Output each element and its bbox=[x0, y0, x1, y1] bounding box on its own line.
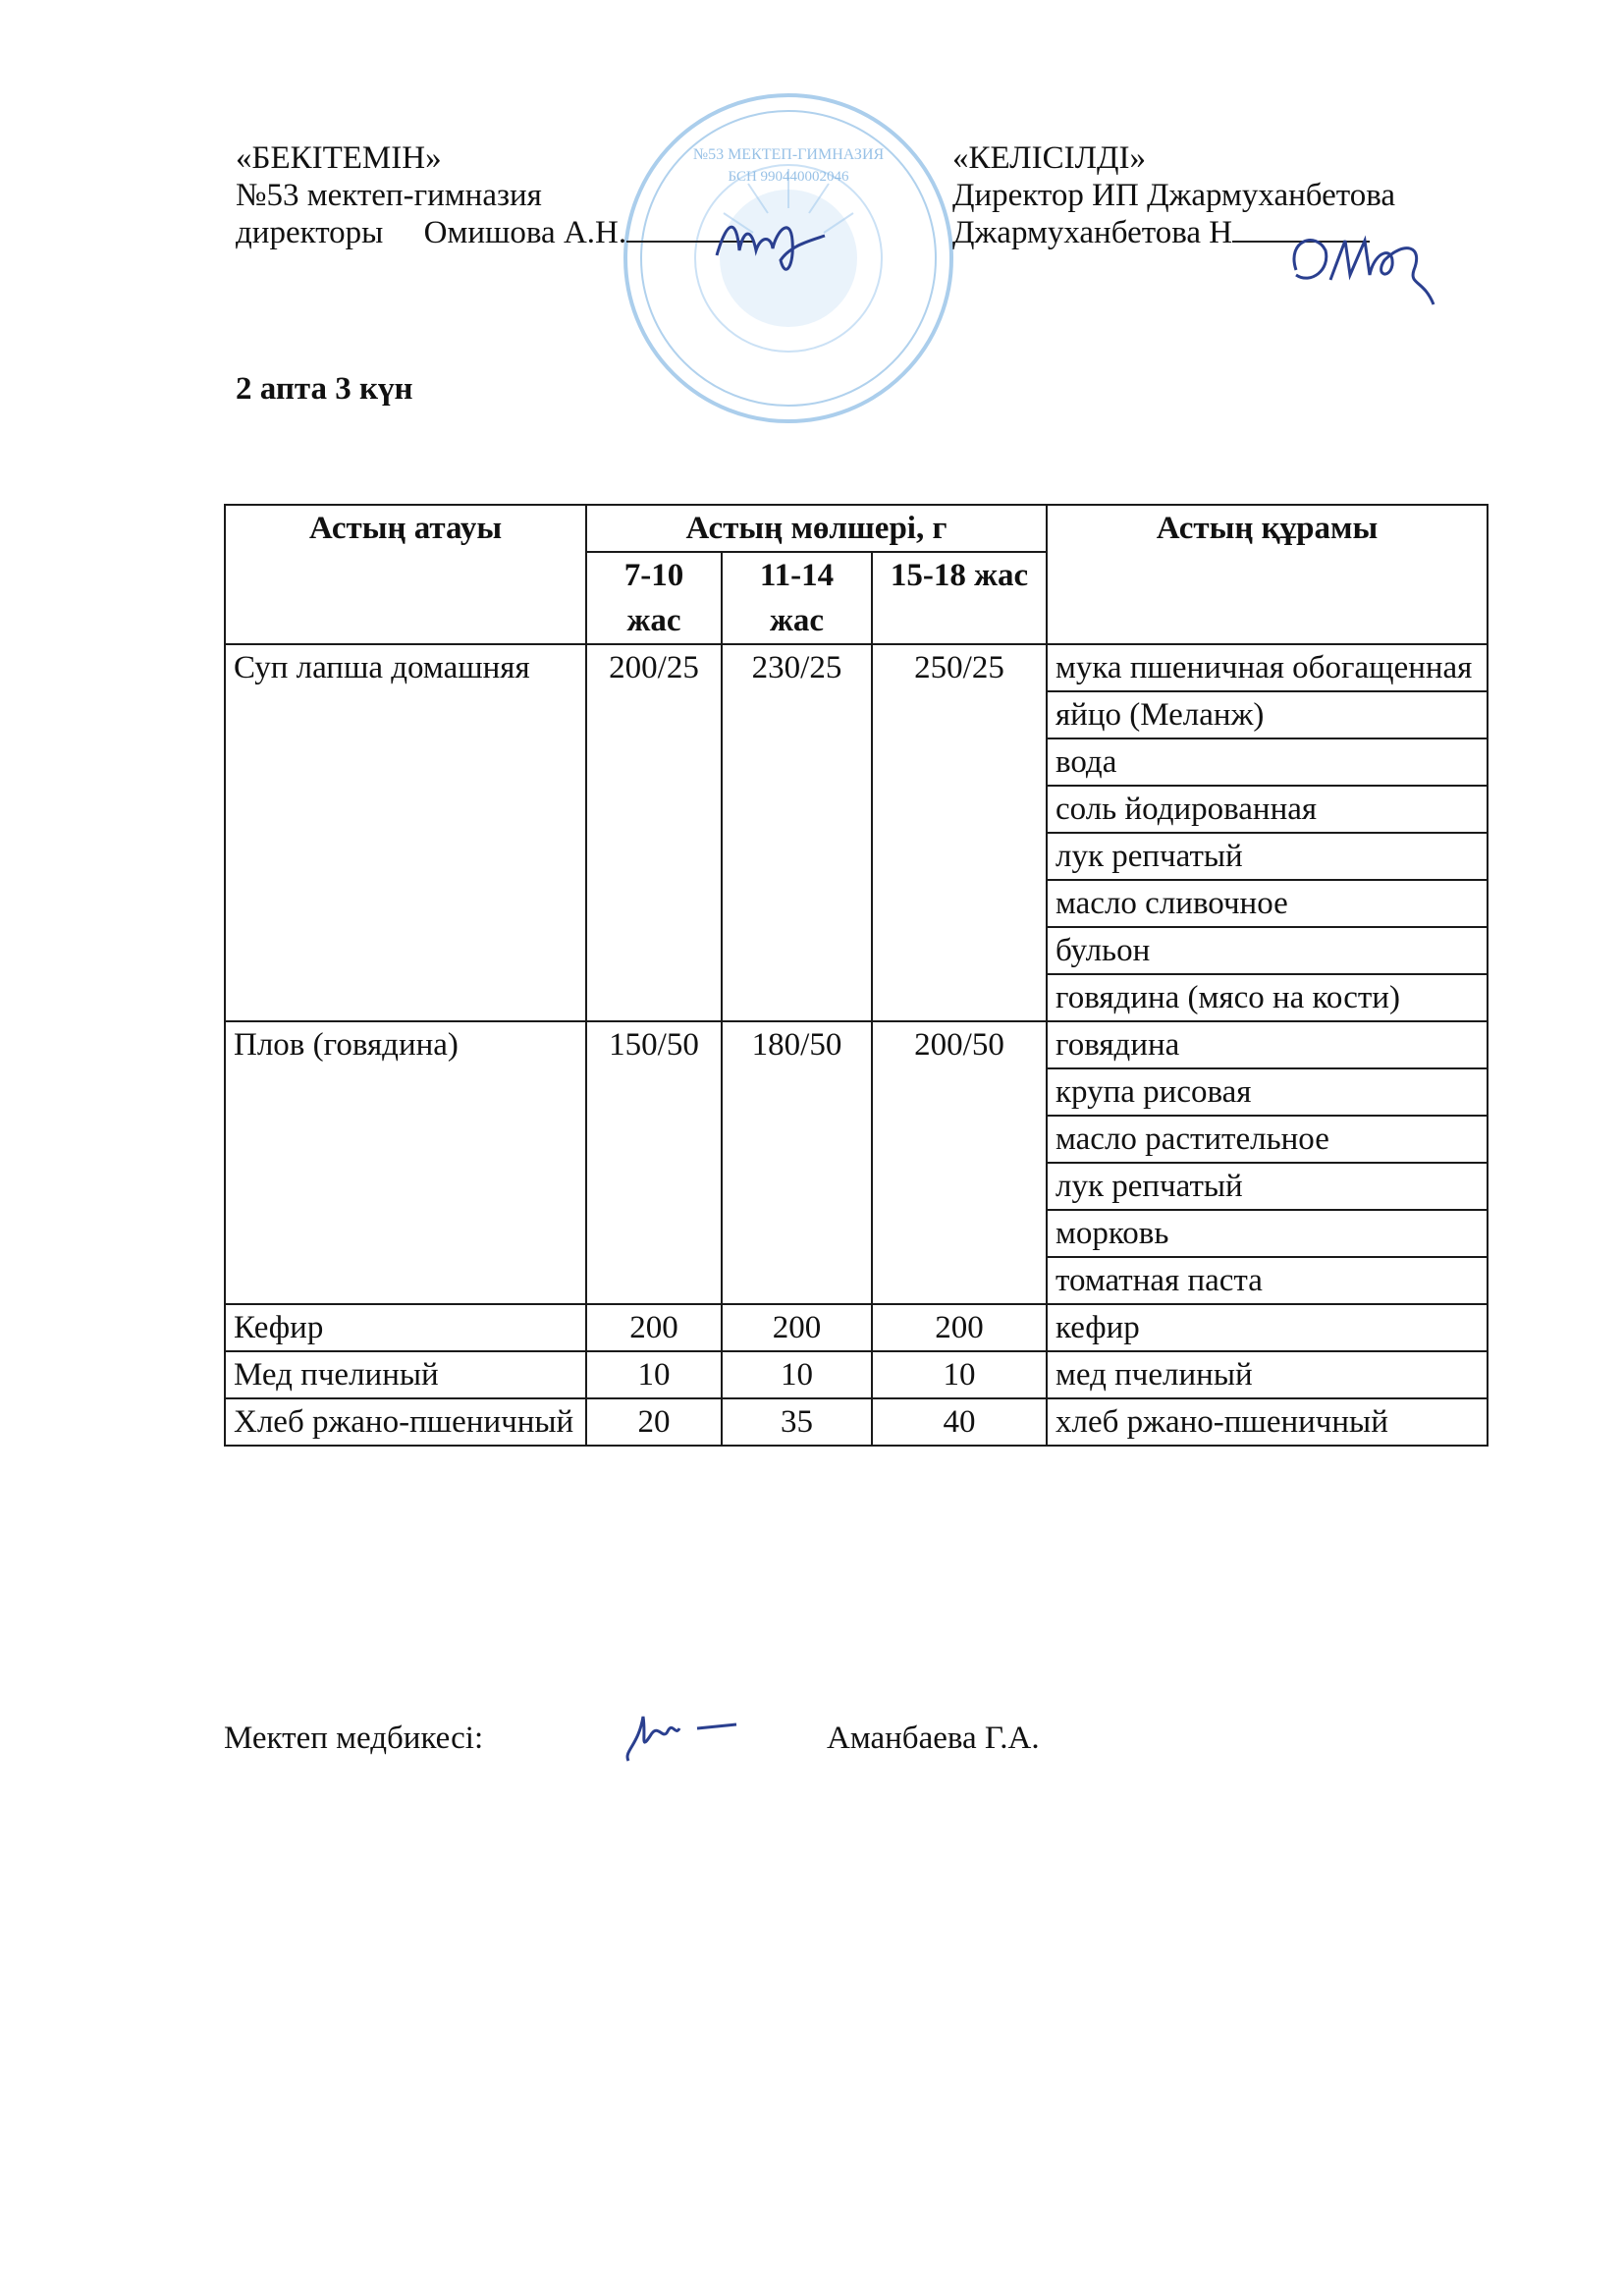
header-amount: Астың мөлшері, г bbox=[586, 505, 1047, 552]
header-age-15-18: 15-18 жас bbox=[872, 552, 1047, 644]
dish-amount: 200/25 bbox=[586, 644, 722, 1021]
ingredient: бульон bbox=[1047, 927, 1488, 974]
stamp-text: №53 МЕКТЕП-ГИМНАЗИЯ bbox=[692, 146, 885, 163]
table-row bbox=[225, 1021, 1488, 1068]
agreement-company: Директор ИП Джармуханбетова bbox=[952, 178, 1396, 213]
ingredient: крупа рисовая bbox=[1047, 1068, 1488, 1116]
week-day-label: 2 апта 3 күн bbox=[236, 371, 413, 407]
dish-amount: 150/50 bbox=[586, 1021, 722, 1304]
director-signature bbox=[712, 211, 830, 280]
dish-amount: 250/25 bbox=[872, 644, 1047, 1021]
dish-amount: 10 bbox=[722, 1351, 872, 1398]
dish-name: Мед пчелиный bbox=[225, 1351, 586, 1398]
approval-title: «БЕКІТЕМІН» bbox=[236, 140, 442, 176]
stamp-bin: БСН 990440002046 bbox=[728, 169, 849, 185]
nurse-signature bbox=[619, 1707, 746, 1766]
dish-amount: 200 bbox=[872, 1304, 1047, 1351]
header-age-11-14: 11-14 жас bbox=[722, 552, 872, 644]
ingredient: говядина (мясо на кости) bbox=[1047, 974, 1488, 1021]
approval-name: Омишова А.Н. bbox=[423, 215, 627, 250]
table-row bbox=[225, 1398, 1488, 1446]
header-dish-name: Астың атауы bbox=[225, 505, 586, 644]
ingredient: мука пшеничная обогащенная bbox=[1047, 644, 1488, 691]
ingredient: лук репчатый bbox=[1047, 1163, 1488, 1210]
approval-role: директоры bbox=[236, 215, 384, 250]
supplier-signature bbox=[1276, 221, 1453, 309]
ingredient: вода bbox=[1047, 738, 1488, 786]
dish-name: Плов (говядина) bbox=[225, 1021, 586, 1304]
dish-amount: 10 bbox=[872, 1351, 1047, 1398]
dish-amount: 200/50 bbox=[872, 1021, 1047, 1304]
nurse-name: Аманбаева Г.А. bbox=[827, 1721, 1040, 1756]
ingredient: лук репчатый bbox=[1047, 833, 1488, 880]
table-row bbox=[225, 1304, 1488, 1351]
table-row bbox=[225, 1351, 1488, 1398]
agreement-name: Джармуханбетова Н bbox=[952, 215, 1233, 250]
dish-amount: 180/50 bbox=[722, 1021, 872, 1304]
dish-name: Хлеб ржано-пшеничный bbox=[225, 1398, 586, 1446]
approval-school: №53 мектеп-гимназия bbox=[236, 178, 542, 213]
ingredient: томатная паста bbox=[1047, 1257, 1488, 1304]
ingredient: кефир bbox=[1047, 1304, 1488, 1351]
nurse-label: Мектеп медбикесі: bbox=[224, 1721, 484, 1756]
ingredient: яйцо (Меланж) bbox=[1047, 691, 1488, 738]
header-age-7-10: 7-10 жас bbox=[586, 552, 722, 644]
ingredient: говядина bbox=[1047, 1021, 1488, 1068]
ingredient: соль йодированная bbox=[1047, 786, 1488, 833]
header-composition: Астың құрамы bbox=[1047, 505, 1488, 644]
dish-amount: 35 bbox=[722, 1398, 872, 1446]
menu-table bbox=[224, 504, 1489, 1447]
ingredient: масло сливочное bbox=[1047, 880, 1488, 927]
table-row bbox=[225, 644, 1488, 691]
agreement-title: «КЕЛІСІЛДІ» bbox=[952, 140, 1146, 176]
dish-amount: 200 bbox=[722, 1304, 872, 1351]
approval-block bbox=[236, 139, 754, 251]
ingredient: морковь bbox=[1047, 1210, 1488, 1257]
dish-amount: 40 bbox=[872, 1398, 1047, 1446]
dish-amount: 230/25 bbox=[722, 644, 872, 1021]
dish-name: Суп лапша домашняя bbox=[225, 644, 586, 1021]
dish-amount: 10 bbox=[586, 1351, 722, 1398]
dish-amount: 200 bbox=[586, 1304, 722, 1351]
ingredient: масло растительное bbox=[1047, 1116, 1488, 1163]
ingredient: хлеб ржано-пшеничный bbox=[1047, 1398, 1488, 1446]
dish-name: Кефир bbox=[225, 1304, 586, 1351]
dish-amount: 20 bbox=[586, 1398, 722, 1446]
ingredient: мед пчелиный bbox=[1047, 1351, 1488, 1398]
